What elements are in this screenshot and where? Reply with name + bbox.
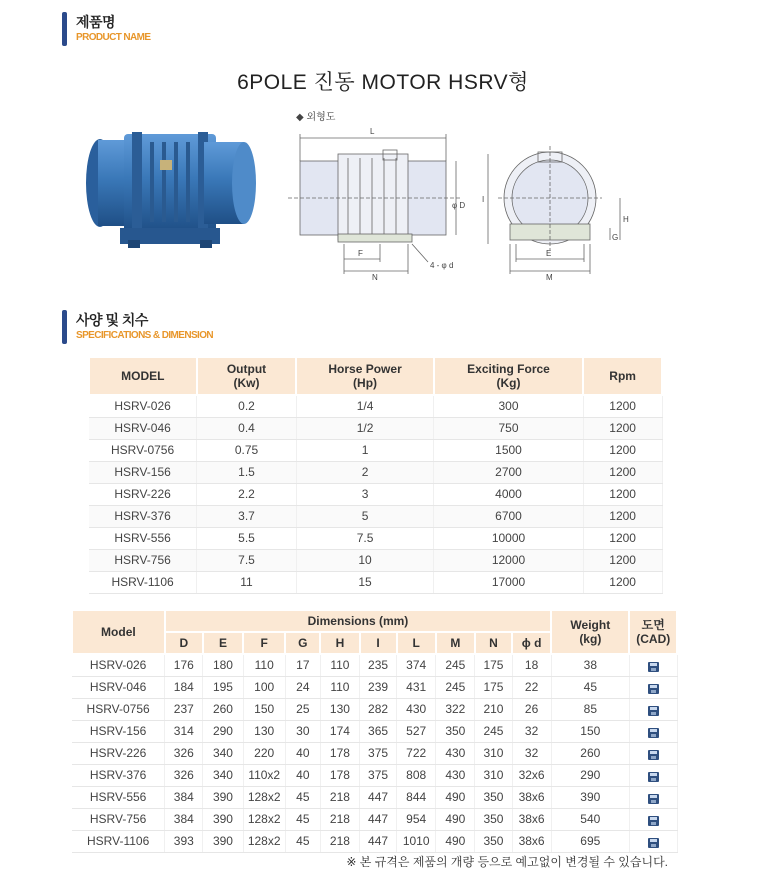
dim-table-row	[72, 654, 677, 676]
dim-cell: 40	[285, 742, 320, 764]
spec-cell: 1200	[583, 527, 662, 549]
spec-table-row	[89, 395, 662, 417]
dim-cell: 110	[320, 654, 359, 676]
dim-cell: 32	[512, 742, 551, 764]
dim-label-L: L	[370, 127, 375, 136]
dim-cell: 365	[360, 720, 397, 742]
dim-model-cell: HSRV-0756	[72, 698, 165, 720]
dim-cell: 340	[203, 742, 243, 764]
dim-cell: 110x2	[243, 764, 285, 786]
dim-cell: 326	[165, 742, 203, 764]
dim-label-M: M	[546, 273, 553, 282]
dim-cell: 310	[475, 764, 512, 786]
dim-subheader: E	[203, 632, 243, 654]
spec-cell: 1/4	[296, 395, 433, 417]
spec-cell: 7.5	[197, 549, 297, 571]
dim-cell: 38x6	[512, 830, 551, 852]
dim-cell: 100	[243, 676, 285, 698]
dim-cell: 393	[165, 830, 203, 852]
dim-cell: 175	[475, 654, 512, 676]
dimension-drawing	[288, 116, 640, 282]
weight-cell: 390	[551, 786, 629, 808]
spec-cell: HSRV-376	[89, 505, 197, 527]
dim-cell: 447	[360, 808, 397, 830]
dim-cell: 282	[360, 698, 397, 720]
section-title-ko: 사양 및 치수	[76, 312, 148, 328]
dim-model-cell: HSRV-046	[72, 676, 165, 698]
spec-cell: 1200	[583, 439, 662, 461]
dim-cell: 350	[436, 720, 475, 742]
spec-header-rpm: Rpm	[583, 357, 662, 395]
dim-cell: 26	[512, 698, 551, 720]
cad-cell[interactable]	[629, 830, 677, 852]
spec-table-row	[89, 461, 662, 483]
dim-cell: 430	[436, 764, 475, 786]
spec-cell: 1200	[583, 483, 662, 505]
spec-cell: 0.75	[197, 439, 297, 461]
spec-cell: 1200	[583, 549, 662, 571]
spec-table-row	[89, 571, 662, 593]
spec-cell: 750	[434, 417, 583, 439]
spec-cell: 1200	[583, 461, 662, 483]
dim-header-dimensions: Dimensions (mm)	[165, 610, 551, 632]
weight-cell: 290	[551, 764, 629, 786]
dim-cell: 45	[285, 786, 320, 808]
spec-cell: HSRV-756	[89, 549, 197, 571]
motor-photo	[80, 128, 260, 253]
dim-cell: 490	[436, 808, 475, 830]
spec-cell: HSRV-226	[89, 483, 197, 505]
dim-cell: 40	[285, 764, 320, 786]
dimension-table	[71, 609, 678, 853]
dim-header-cad: 도면 (CAD)	[629, 610, 677, 654]
dim-subheader: I	[360, 632, 397, 654]
dim-label-bolt: 4 - φ d	[430, 261, 454, 270]
dim-subheader: L	[397, 632, 436, 654]
product-title: 6POLE 진동 MOTOR HSRV형	[237, 71, 529, 94]
dim-cell: 128x2	[243, 830, 285, 852]
dim-cell: 24	[285, 676, 320, 698]
cad-cell[interactable]	[629, 654, 677, 676]
spec-cell: 300	[434, 395, 583, 417]
dim-cell: 130	[243, 720, 285, 742]
dim-cell: 176	[165, 654, 203, 676]
section-title-en: PRODUCT NAME	[76, 32, 151, 43]
dim-cell: 322	[436, 698, 475, 720]
dim-model-cell: HSRV-376	[72, 764, 165, 786]
section-title-en: SPECIFICATIONS & DIMENSION	[76, 330, 214, 341]
dim-cell: 235	[360, 654, 397, 676]
cad-cell[interactable]	[629, 742, 677, 764]
dim-subheader: D	[165, 632, 203, 654]
dim-cell: 237	[165, 698, 203, 720]
cad-cell[interactable]	[629, 698, 677, 720]
spec-cell: 11	[197, 571, 297, 593]
dim-table-row	[72, 676, 677, 698]
spec-cell: 2	[296, 461, 433, 483]
dim-cell: 375	[360, 742, 397, 764]
dim-cell: 290	[203, 720, 243, 742]
dim-cell: 260	[203, 698, 243, 720]
dim-table-row	[72, 742, 677, 764]
dim-cell: 45	[285, 830, 320, 852]
spec-cell: 1.5	[197, 461, 297, 483]
dim-table-row	[72, 830, 677, 852]
spec-cell: 17000	[434, 571, 583, 593]
dim-model-cell: HSRV-556	[72, 786, 165, 808]
dim-cell: 722	[397, 742, 436, 764]
spec-table-row	[89, 527, 662, 549]
dim-cell: 310	[475, 742, 512, 764]
section-accent-bar	[62, 310, 67, 344]
spec-cell: HSRV-0756	[89, 439, 197, 461]
spec-table-row	[89, 549, 662, 571]
dim-label-phiD: φ D	[452, 201, 466, 210]
dim-cell: 32	[512, 720, 551, 742]
spec-cell: 15	[296, 571, 433, 593]
spec-cell: 1/2	[296, 417, 433, 439]
dim-cell: 340	[203, 764, 243, 786]
dim-cell: 25	[285, 698, 320, 720]
spec-cell: 3	[296, 483, 433, 505]
dim-cell: 808	[397, 764, 436, 786]
spec-header-model: MODEL	[89, 357, 197, 395]
dim-cell: 30	[285, 720, 320, 742]
dim-cell: 175	[475, 676, 512, 698]
dim-table-row	[72, 786, 677, 808]
dim-cell: 527	[397, 720, 436, 742]
spec-cell: HSRV-556	[89, 527, 197, 549]
spec-cell: 1	[296, 439, 433, 461]
dim-model-cell: HSRV-756	[72, 808, 165, 830]
spec-table-row	[89, 505, 662, 527]
cad-cell[interactable]	[629, 764, 677, 786]
spec-cell: 5	[296, 505, 433, 527]
footnote: ※ 본 규격은 제품의 개량 등으로 예고없이 변경될 수 있습니다.	[346, 855, 668, 869]
dim-cell: 350	[475, 808, 512, 830]
dim-cell: 390	[203, 830, 243, 852]
dim-table-row	[72, 764, 677, 786]
weight-cell: 540	[551, 808, 629, 830]
dim-cell: 245	[475, 720, 512, 742]
spec-cell: 12000	[434, 549, 583, 571]
dim-cell: 178	[320, 764, 359, 786]
spec-cell: 5.5	[197, 527, 297, 549]
dim-cell: 384	[165, 808, 203, 830]
dim-subheader: M	[436, 632, 475, 654]
dim-cell: 184	[165, 676, 203, 698]
dim-cell: 22	[512, 676, 551, 698]
dim-cell: 490	[436, 786, 475, 808]
dim-cell: 38x6	[512, 808, 551, 830]
dim-table-row	[72, 720, 677, 742]
spec-cell: 2700	[434, 461, 583, 483]
floppy-disk-icon[interactable]	[648, 706, 659, 716]
dim-cell: 130	[320, 698, 359, 720]
floppy-disk-icon[interactable]	[648, 772, 659, 782]
weight-cell: 150	[551, 720, 629, 742]
spec-table-row	[89, 483, 662, 505]
dim-cell: 447	[360, 830, 397, 852]
dim-cell: 390	[203, 808, 243, 830]
dim-model-cell: HSRV-026	[72, 654, 165, 676]
dim-cell: 218	[320, 830, 359, 852]
floppy-disk-icon[interactable]	[648, 728, 659, 738]
dim-model-cell: HSRV-1106	[72, 830, 165, 852]
spec-cell: 0.4	[197, 417, 297, 439]
floppy-disk-icon[interactable]	[648, 750, 659, 760]
dim-cell: 218	[320, 808, 359, 830]
dim-header-model: Model	[72, 610, 165, 654]
dim-cell: 245	[436, 676, 475, 698]
drawing-label: ◆ 외형도	[296, 112, 336, 123]
dim-cell: 38x6	[512, 786, 551, 808]
dim-cell: 326	[165, 764, 203, 786]
dim-cell: 350	[475, 830, 512, 852]
dim-cell: 430	[436, 742, 475, 764]
dim-label-E: E	[546, 249, 552, 258]
dim-cell: 374	[397, 654, 436, 676]
dim-cell: 954	[397, 808, 436, 830]
weight-cell: 45	[551, 676, 629, 698]
spec-cell: HSRV-156	[89, 461, 197, 483]
spec-cell: 7.5	[296, 527, 433, 549]
spec-table-row	[89, 417, 662, 439]
spec-cell: 1200	[583, 417, 662, 439]
dim-cell: 220	[243, 742, 285, 764]
dim-cell: 128x2	[243, 808, 285, 830]
spec-table-header-row	[89, 357, 662, 395]
spec-cell: 1200	[583, 395, 662, 417]
spec-cell: 1200	[583, 571, 662, 593]
dim-table-row	[72, 698, 677, 720]
dim-cell: 350	[475, 786, 512, 808]
dim-label-G: G	[612, 233, 619, 242]
spec-cell: 1500	[434, 439, 583, 461]
section-title-ko: 제품명	[76, 14, 116, 30]
dim-cell: 430	[397, 698, 436, 720]
dim-cell: 17	[285, 654, 320, 676]
weight-cell: 85	[551, 698, 629, 720]
dim-cell: 314	[165, 720, 203, 742]
dim-cell: 1010	[397, 830, 436, 852]
dim-cell: 45	[285, 808, 320, 830]
cad-cell[interactable]	[629, 786, 677, 808]
dim-cell: 245	[436, 654, 475, 676]
dim-cell: 447	[360, 786, 397, 808]
dim-subheader: H	[320, 632, 359, 654]
dim-cell: 844	[397, 786, 436, 808]
spec-cell: HSRV-046	[89, 417, 197, 439]
floppy-disk-icon[interactable]	[648, 684, 659, 694]
spec-cell: 4000	[434, 483, 583, 505]
spec-table	[88, 356, 663, 594]
dim-cell: 18	[512, 654, 551, 676]
dim-cell: 490	[436, 830, 475, 852]
weight-cell: 38	[551, 654, 629, 676]
dim-cell: 110	[320, 676, 359, 698]
dim-cell: 210	[475, 698, 512, 720]
dim-cell: 180	[203, 654, 243, 676]
weight-cell: 695	[551, 830, 629, 852]
dim-cell: 150	[243, 698, 285, 720]
dim-cell: 239	[360, 676, 397, 698]
dim-subheader: G	[285, 632, 320, 654]
dim-cell: 178	[320, 742, 359, 764]
dim-label-N: N	[372, 273, 378, 282]
cad-cell[interactable]	[629, 720, 677, 742]
dim-table-header-row	[72, 610, 677, 632]
spec-header-output: Output (Kw)	[197, 357, 297, 395]
floppy-disk-icon[interactable]	[648, 794, 659, 804]
dim-cell: 128x2	[243, 786, 285, 808]
dim-cell: 195	[203, 676, 243, 698]
spec-cell: 6700	[434, 505, 583, 527]
dim-cell: 431	[397, 676, 436, 698]
dim-cell: 110	[243, 654, 285, 676]
spec-header-horse-power: Horse Power (Hp)	[296, 357, 433, 395]
dim-label-F: F	[358, 249, 363, 258]
spec-cell: HSRV-1106	[89, 571, 197, 593]
cad-cell[interactable]	[629, 808, 677, 830]
section-accent-bar	[62, 12, 67, 46]
dim-label-I: I	[482, 195, 485, 204]
dim-cell: 218	[320, 786, 359, 808]
dim-cell: 32x6	[512, 764, 551, 786]
floppy-disk-icon[interactable]	[648, 838, 659, 848]
dim-subheader: F	[243, 632, 285, 654]
spec-cell: 0.2	[197, 395, 297, 417]
dim-label-H: H	[623, 215, 629, 224]
dim-header-weight: Weight (kg)	[551, 610, 629, 654]
dim-subheader: N	[475, 632, 512, 654]
dim-model-cell: HSRV-156	[72, 720, 165, 742]
spec-header-exciting-force: Exciting Force (Kg)	[434, 357, 583, 395]
spec-cell: 2.2	[197, 483, 297, 505]
spec-cell: 10000	[434, 527, 583, 549]
dim-cell: 174	[320, 720, 359, 742]
dim-cell: 375	[360, 764, 397, 786]
dim-model-cell: HSRV-226	[72, 742, 165, 764]
dim-cell: 390	[203, 786, 243, 808]
spec-table-row	[89, 439, 662, 461]
cad-cell[interactable]	[629, 676, 677, 698]
spec-cell: 3.7	[197, 505, 297, 527]
dim-subheader: ϕ d	[512, 632, 551, 654]
dim-cell: 384	[165, 786, 203, 808]
floppy-disk-icon[interactable]	[648, 662, 659, 672]
weight-cell: 260	[551, 742, 629, 764]
spec-cell: 1200	[583, 505, 662, 527]
spec-cell: 10	[296, 549, 433, 571]
spec-cell: HSRV-026	[89, 395, 197, 417]
dim-table-row	[72, 808, 677, 830]
floppy-disk-icon[interactable]	[648, 816, 659, 826]
